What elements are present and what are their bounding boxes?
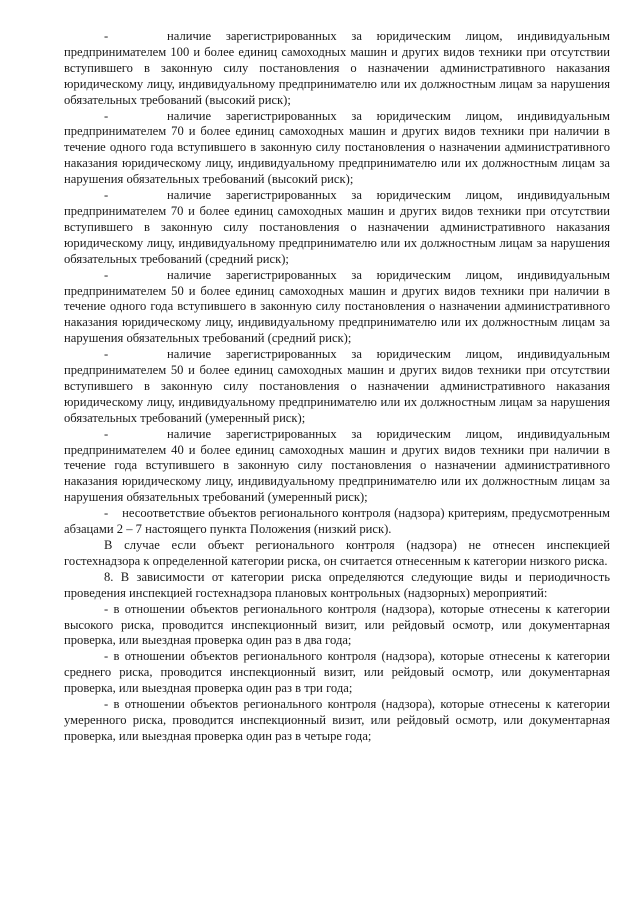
criterion-medium-risk-50: - наличие зарегистрированных за юридическим лицом, индивидуальным предпринимателем 50 и более единиц самоходных машин и других видов техники при наличии в течение одного года вступившего в законную силу постановления о назначении административного наказания юридическому лицу, индивидуальному предпринимателю или их должностным лицам за нарушения обязательных требований (средний риск); [64, 267, 610, 346]
criterion-low-risk: - несоответствие объектов регионального контроля (надзора) критериям, предусмотренным абзацами 2 – 7 настоящего пункта Положения (низкий риск). [64, 506, 610, 537]
frequency-moderate-risk: - в отношении объектов регионального контроля (надзора), которые отнесены к категории умеренного риска, проводится инспекционный визит, или рейдовый осмотр, или документарная проверка, или выездная проверка один раз в четыре года; [64, 697, 610, 743]
frequency-high-risk: - в отношении объектов регионального контроля (надзора), которые отнесены к категории высокого риска, проводится инспекционный визит, или рейдовый осмотр, или документарная проверка, или выездная проверка один раз в два года; [64, 601, 610, 648]
document-body [64, 29, 610, 745]
criterion-high-risk-100: - наличие зарегистрированных за юридическим лицом, индивидуальным предпринимателем 100 и более единиц самоходных машин и других видов техники при отсутствии вступившего в законную силу постановления о назначении административного наказания юридическому лицу, индивидуальному предпринимателю или их должностным лицам за нарушения обязательных требований (высокий риск); [64, 29, 610, 107]
section-8-paragraph: 8. В зависимости от категории риска определяются следующие виды и периодичность проведения инспекцией гостехнадзора плановых контрольных (надзорных) мероприятий: [64, 569, 610, 600]
default-low-risk-paragraph: В случае если объект регионального контроля (надзора) не отнесен инспекцией гостехнадзора к определенной категории риска, он считается отнесенным к категории низкого риска. [64, 538, 610, 568]
criterion-high-risk-70: - наличие зарегистрированных за юридическим лицом, индивидуальным предпринимателем 70 и более единиц самоходных машин и других видов техники при наличии в течение одного года вступившего в законную силу постановления о назначении административного наказания юридическому лицу, индивидуальному предпринимателю или их должностным лицам за нарушения обязательных требований (высокий риск); [64, 108, 610, 187]
criterion-medium-risk-70: - наличие зарегистрированных за юридическим лицом, индивидуальным предпринимателем 70 и более единиц самоходных машин и других видов техники при отсутствии вступившего в законную силу постановления о назначении административного наказания юридическому лицу, индивидуальному предпринимателю или их должностным лицам за нарушения обязательных требований (средний риск); [64, 188, 610, 266]
criterion-moderate-risk-40: - наличие зарегистрированных за юридическим лицом, индивидуальным предпринимателем 40 и более единиц самоходных машин и других видов техники при наличии в течение года вступившего в законную силу постановления о назначении административного наказания юридическому лицу, индивидуальному предпринимателю или их должностным лицам за нарушения обязательных требований (умеренный риск); [64, 426, 610, 505]
criterion-moderate-risk-50: - наличие зарегистрированных за юридическим лицом, индивидуальным предпринимателем 50 и более единиц самоходных машин и других видов техники при отсутствии вступившего в законную силу постановления о назначении административного наказания юридическому лицу, индивидуальному предпринимателю или их должностным лицам за нарушения обязательных требований (умеренный риск); [64, 347, 610, 425]
frequency-medium-risk: - в отношении объектов регионального контроля (надзора), которые отнесены к категории среднего риска, проводится инспекционный визит, или рейдовый осмотр, или документарная проверка, или выездная проверка один раз в три года; [64, 649, 610, 696]
